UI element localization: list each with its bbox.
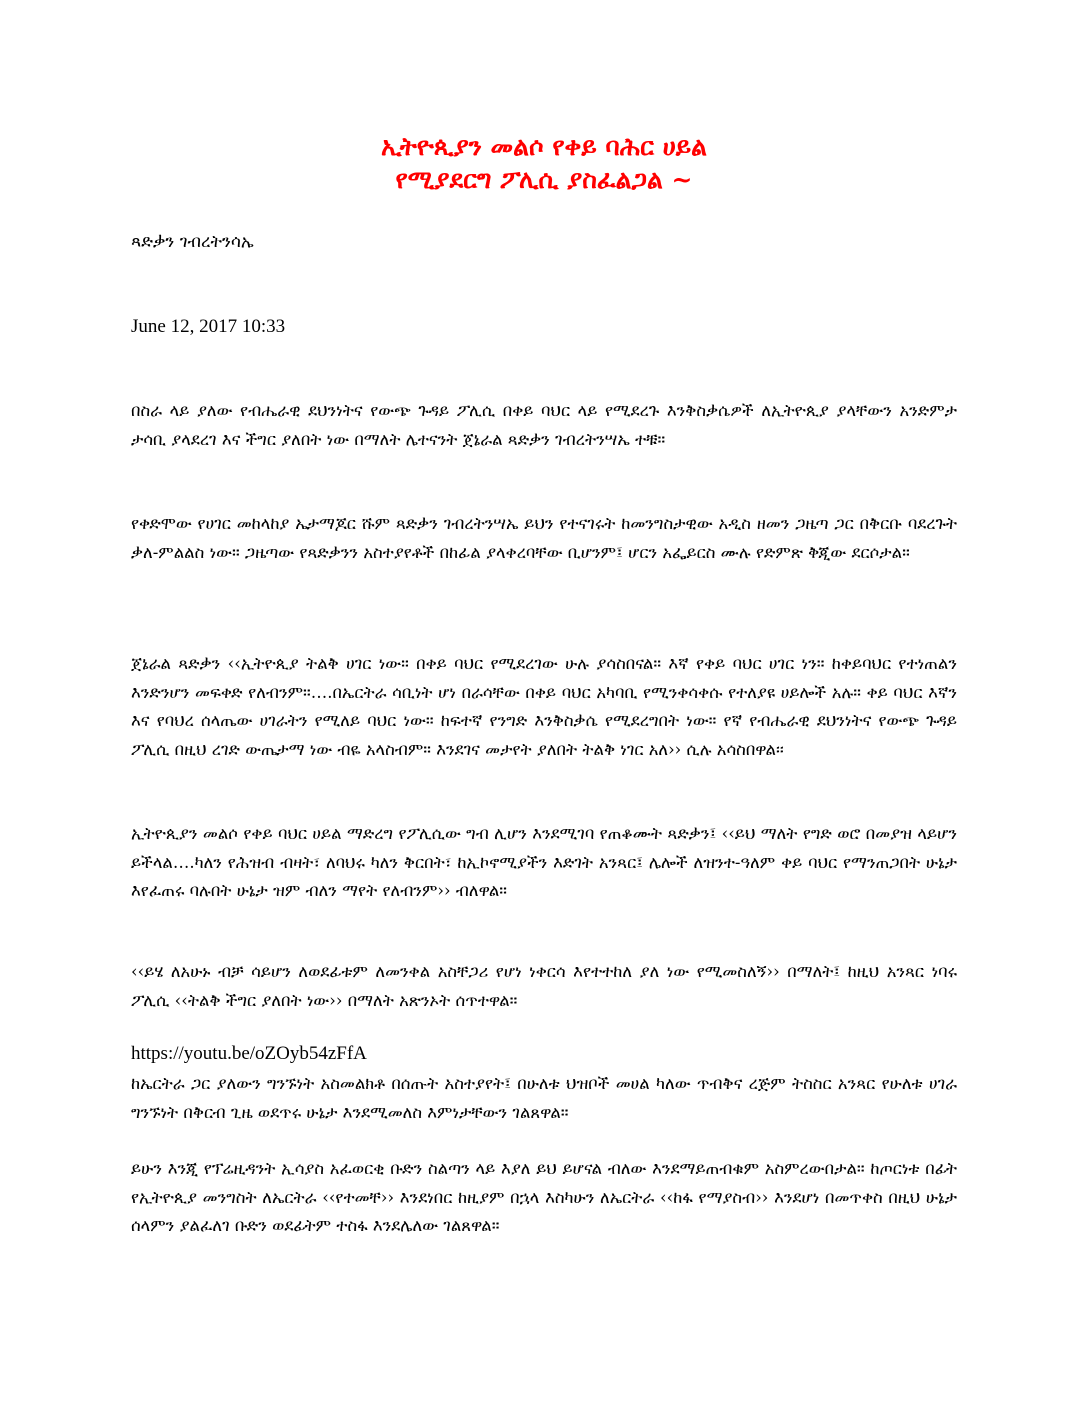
title-line-1: ኢትዮጲያን መልሶ የቀይ ባሕር ሀይል [380, 132, 707, 161]
dateline: June 12, 2017 10:33 [131, 316, 286, 337]
paragraph-6: ከኤርትራ ጋር ያለውን ግንኙነት አስመልክቶ በሰጡት አስተያየት፤ በሁለቱ ህዝቦች መሀል ካለው ጥብቅና ረጅም ትስስር አንጻር የሁለቱ ሀገራ ግንኙነት በቅርብ ጊዜ ወደጥሩ ሁኔታ እንደሚመለስ እምነታቸውን ገልጸዋል። [131, 1074, 957, 1122]
paragraph-7: ይሁን እንጂ የፕሬዚዳንት ኢሳያስ አፈወርቂ ቡድን ስልጣን ላይ እያለ ይህ ይሆናል ብለው እንደማይጠብቁም አስምረውበታል። ከጦርነቱ በፊት የኢትዮጲያ መንግስት ለኤርትራ ‹‹የተመቸ›› እንደነበር ከዚያም በኋላ እስካሁን ለኤርትራ ‹‹ከፋ የማያስብ›› እንደሆነ በመጥቀስ በዚህ ሁኔታ ሰላምን ያልፈለገ ቡድን ወደፊትም ተስፋ እንደሌለው ገልጸዋል። [131, 1159, 957, 1235]
author-name: ጻድቃን ገብረትንሳኤ [131, 232, 254, 252]
paragraph-3: ጀኔራል ጻድቃን ‹‹ኢትዮጲያ ትልቅ ሀገር ነው። በቀይ ባህር የሚደረገው ሁሉ ያሳስበናል። እኛ የቀይ ባህር ሀገር ነን። ከቀይባህር የተነጠልን እንድንሆን መፍቀድ የለብንም።….በኤርትራ ሳቢነት ሆነ በራሳቸው በቀይ ባህር አካባቢ የሚንቀሳቀሱ የተለያዩ ሀይሎች አሉ። ቀይ ባህር እኛን እና የባህረ ሰላጤው ሀገራትን የሚለይ ባህር ነው። ከፍተኛ የንግድ እንቅስቃሴ የሚደረግበት ነው። የኛ የብሔራዊ ደህንነትና የውጭ ጉዳይ ፖሊሲ በዚህ ረገድ ውጤታማ ነው ብዬ አላስብም። እንደገና መታየት ያለበት ትልቅ ነገር አለ›› ሲሉ አሳስበዋል፡፡ [131, 654, 957, 759]
paragraph-2: የቀድሞው የሀገር መከላከያ ኤታማጆር ሹም ጻድቃን ገብረትንሣኤ ይህን የተናገሩት ከመንግስታዊው አዲስ ዘመን ጋዜጣ ጋር በቅርቡ ባደረጉት ቃለ-ምልልስ ነው። ጋዜጣው የጻድቃንን አስተያየቶች በከፊል ያላቀረባቸው ቢሆንም፤ ሆርን አፌይርስ ሙሉ የድምጽ ቅጂው ደርሶታል። [131, 514, 957, 562]
paragraph-5: ‹‹ይሄ ለአሁኑ ብቻ ሳይሆን ለወደፊቱም ለመንቀል አስቸጋሪ የሆነ ነቀርሳ እየተተከለ ያለ ነው የሚመስለኝ›› በማለት፤ ከዚህ አንጻር ነባሩ ፖሊሲ ‹‹ትልቅ ችግር ያለበት ነው›› በማለት አጽንኦት ሰጥተዋል። [131, 962, 957, 1010]
paragraph-1: በስራ ላይ ያለው የብሔራዊ ደህንነትና የውጭ ጉዳይ ፖሊሲ በቀይ ባህር ላይ የሚደረጉ እንቅስቃሴዎች ለኢትዮጲያ ያላቸውን አንድምታ ታሳቢ ያላደረገ እና ችግር ያለበት ነው በማለት ሌተናንት ጀኔራል ጻድቃን ገብረትንሣኤ ተቹ። [131, 401, 957, 449]
paragraph-4: ኢትዮጲያን መልሶ የቀይ ባህር ሀይል ማድረግ የፖሊሲው ግብ ሊሆን እንደሚገባ የጠቆሙት ጻድቃን፤ ‹‹ይህ ማለት የግድ ወሮ በመያዝ ላይሆን ይችላል….ካለን የሕዝብ ብዛት፣ ለባህሩ ካለን ቅርበት፣ ከኢኮኖሚያችን እድገት አንጻር፤ ሌሎች ለዝንተ-ዓለም ቀይ ባህር የማንጠጋበት ሁኔታ እየፈጠሩ ባሉበት ሁኔታ ዝም ብለን ማየት የለብንም›› ብለዋል። [131, 824, 957, 900]
title-line-2: የሚያደርግ ፖሊሲ ያስፈልጋል ~ [395, 165, 693, 194]
youtube-link[interactable]: https://youtu.be/oZOyb54zFfA [131, 1043, 367, 1064]
